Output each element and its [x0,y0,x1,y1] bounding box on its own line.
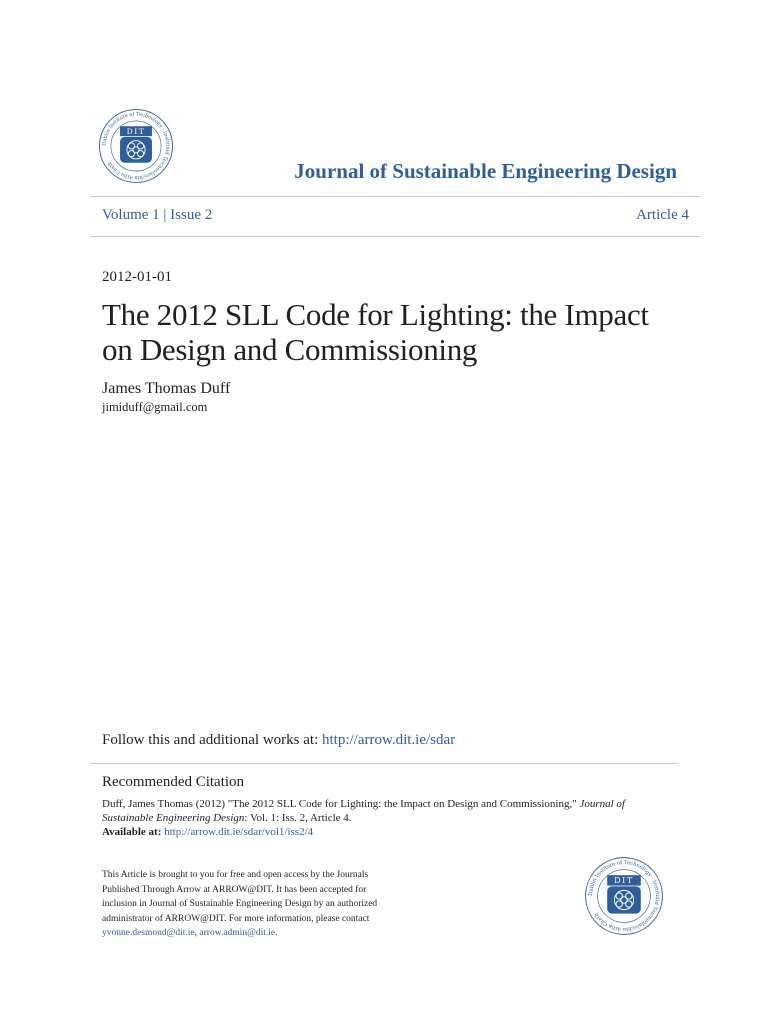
citation-divider [90,763,678,764]
notice-text: This Article is brought to you for free and open access by the Journals Published Through Arrow at ARROW@DIT. It has been accepted for inclusion in Journal of Sustainable Engineering Design by an authorized administrator of ARROW@DIT. For more information, please contact [102,870,378,924]
volume-link[interactable]: Volume 1 [102,207,160,223]
author-email: jimiduff@gmail.com [102,400,208,414]
header-divider-top [90,196,700,197]
article-number-link[interactable]: Article 4 [636,207,689,223]
contact-email-2[interactable]: arrow.admin@dit.ie [199,928,276,938]
journal-title-link[interactable]: Journal of Sustainable Engineering Design [294,159,677,183]
volume-separator: | [163,207,167,223]
access-notice [102,868,402,941]
citation-suffix: : Vol. 1: Iss. 2, Article 4. [244,812,352,824]
follow-line [102,732,455,749]
citation-url-link[interactable]: http://arrow.dit.ie/sdar/vol1/iss2/4 [164,826,314,838]
header-divider-bottom [90,236,700,237]
contact-email-1[interactable]: yvonne.desmond@dit.ie [102,928,195,938]
issue-link[interactable]: Issue 2 [170,207,213,223]
citation-journal: Journal of Sustainable Engineering Design [102,798,625,824]
citation-prefix: Duff, James Thomas (2012) "The 2012 SLL Code for Lighting: the Impact on Design and Commissioning," [102,798,577,810]
logo-text-bottom: DIT [614,876,634,886]
follow-url-link[interactable]: http://arrow.dit.ie/sdar [321,732,456,748]
available-at-label: Available at: [102,826,162,838]
logo-ring-text: Dublin Institute of Technology · Institiúid Teicneolaíochta Átha Cliath [101,111,171,181]
dit-logo-bottom [584,856,664,936]
publication-date: 2012-01-01 [102,269,172,285]
logo-text: DIT [126,126,146,136]
citation-text [102,797,662,839]
follow-text: Follow this and additional works at: [102,732,319,748]
author-name: James Thomas Duff [102,380,231,397]
notice-sep: , [194,928,198,938]
recommended-citation-heading: Recommended Citation [102,774,245,790]
notice-end: . [275,928,278,938]
paper-title: The 2012 SLL Code for Lighting: the Impact on Design and Commissioning [102,297,649,367]
logo-ring-text-bottom: Dublin Institute of Technology · Institiúid Teicneolaíochta Átha Cliath [587,859,661,933]
